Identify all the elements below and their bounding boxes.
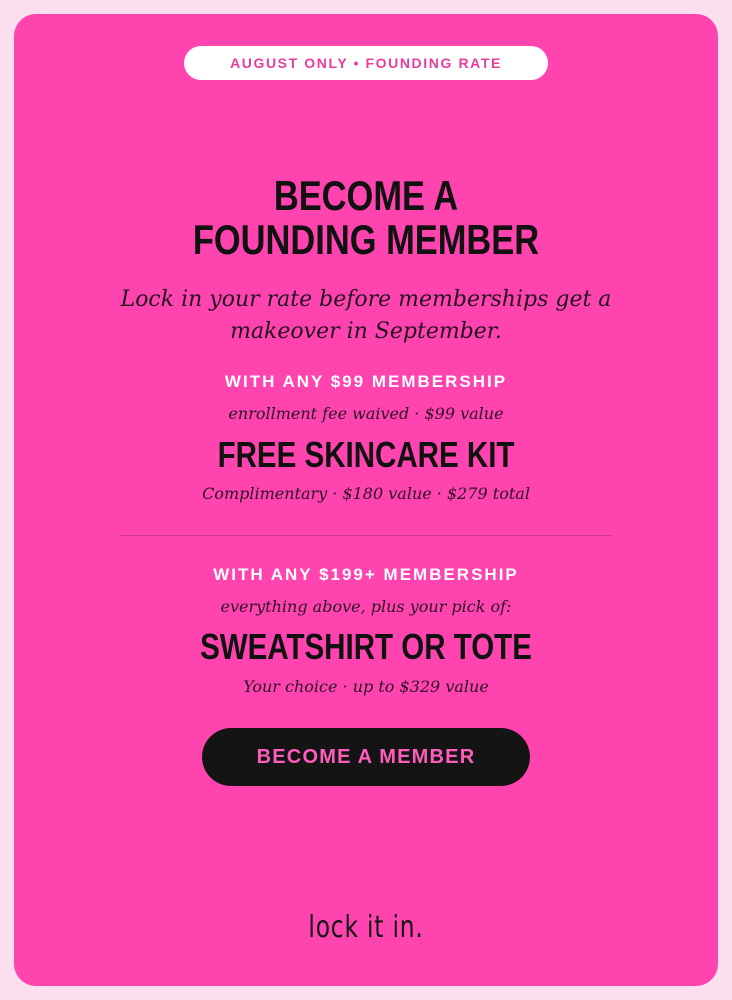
section-divider [120,535,612,536]
tagline: lock it in. [308,910,424,945]
tier2-note: everything above, plus your pick of: [220,597,512,616]
headline [77,174,654,262]
tier1-note: enrollment fee waived · $99 value [228,404,504,423]
headline-line-1: BECOME A [273,172,459,219]
tier1-title: FREE SKINCARE KIT [217,434,515,475]
headline-line-2: FOUNDING MEMBER [192,216,540,263]
become-member-button[interactable]: BECOME A MEMBER [202,728,530,786]
tier2-title: SWEATSHIRT OR TOTE [200,626,532,667]
offer-badge: AUGUST ONLY • FOUNDING RATE [184,46,548,80]
tier1-detail: Complimentary · $180 value · $279 total [202,484,530,503]
subheadline: Lock in your rate before memberships get a makeover in September. [120,287,612,344]
tier2-label: WITH ANY $199+ MEMBERSHIP [213,565,519,584]
tier1-label: WITH ANY $99 MEMBERSHIP [224,372,508,391]
tier2-detail: Your choice · up to $329 value [243,677,489,696]
promo-card [14,14,718,986]
